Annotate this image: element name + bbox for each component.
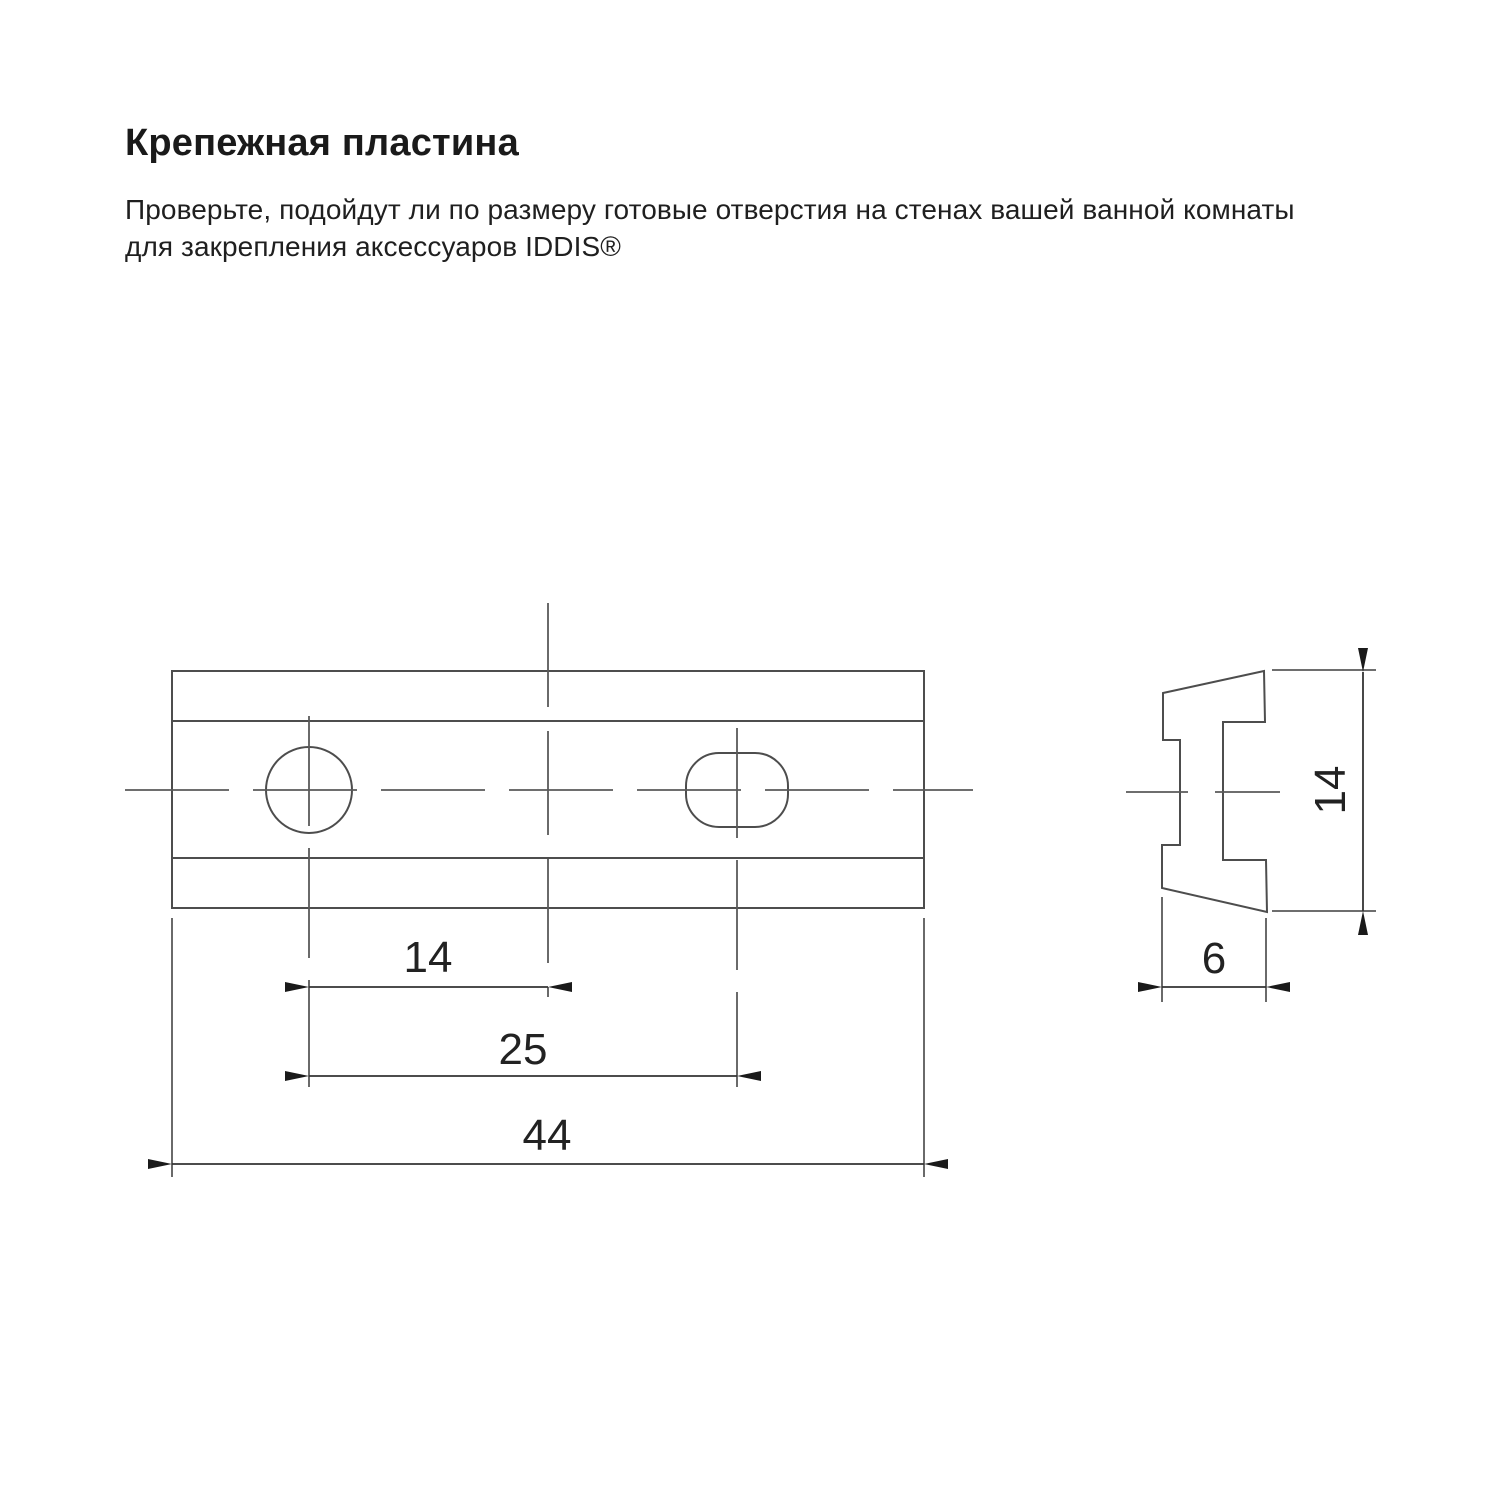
side-view: [1126, 671, 1280, 912]
dimension-label-hole-to-hole: 25: [498, 1025, 548, 1074]
dimension-label-total-length: 44: [522, 1111, 572, 1160]
side-view-dimensions: [1162, 670, 1376, 1002]
dimension-label-hole-to-center: 14: [403, 933, 453, 982]
description-line-2: для закрепления аксессуаров IDDIS®: [125, 231, 622, 262]
page-title: Крепежная пластина: [125, 122, 519, 164]
description-line-1: Проверьте, подойдут ли по размеру готовые отверстия на стенах вашей ванной комнаты: [125, 194, 1295, 225]
front-view: [125, 603, 973, 1087]
dimension-label-profile-height: 14: [1306, 765, 1355, 815]
dimension-label-profile-depth: 6: [1201, 934, 1227, 983]
